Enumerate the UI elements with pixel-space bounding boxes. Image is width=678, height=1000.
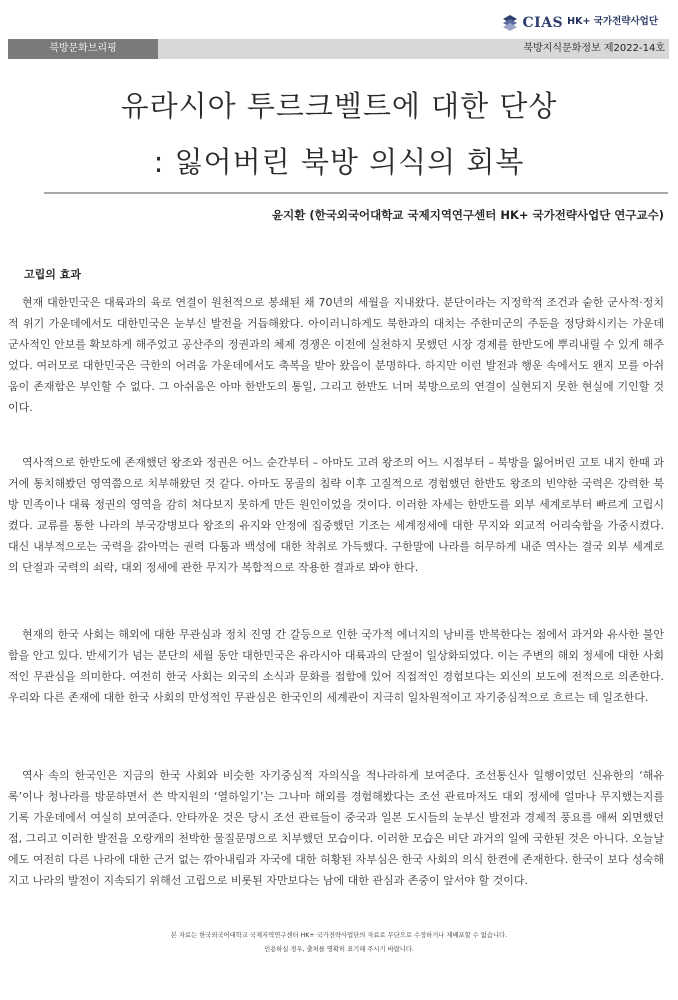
series-label: 북방문화브리핑 [8,39,158,59]
section-heading: 고립의 효과 [24,268,81,281]
paragraph-4: 역사 속의 한국인은 지금의 한국 사회와 비슷한 자기중심적 자의식을 적나라하게 보여준다. 조선통신사 일행이었던 신유한의 ‘해유록’이나 청나라를 방문하면서 쓴 박지원의 ‘열하일기’는 그나마 해외를 경험해봤다는 조선 관료마저도 대외 정세에 얼마나 무지했는지를 기록 가운데에서 여실히 보여준다. 안타까운 것은 당시 조선 관료들이 중국과 일본 도시들의 눈부신 발전과 경제적 풍요를 애써 외면했던 점, 그리고 이러한 발전을 오랑캐의 천박한 물질문명으로 치부했던 모습이다. 이러한 모습은 비단 과거의 일에 국한된 것은 아니다. 오늘날에도 여전히 다른 나라에 대한 근거 없는 깎아내림과 자국에 대한 허황된 자부심은 한국 사회의 의식 한켠에 존재한다. 한국이 보다 성숙해지고 나라의 발전이 지속되기 위해선 고립으로 비롯된 자만보다는 남에 대한 관심과 존중이 앞서야 할 것이다. [8,769,664,887]
author-line: 윤지환 (한국외국어대학교 국제지역연구센터 HK+ 국가전략사업단 연구교수) [272,208,664,222]
page-title: 유라시아 투르크벨트에 대한 단상 [120,89,558,123]
paragraph-2: 역사적으로 한반도에 존재했던 왕조와 정권은 어느 순간부터 – 아마도 고려 왕조의 어느 시점부터 – 북방을 잃어버린 고토 내지 한때 과거에 통치해봤던 영역쯤으로 치부해왔던 것 같다. 아마도 몽골의 침략 이후 고질적으로 경험했던 한반도 왕조의 빈약한 국력은 강력한 북방 민족이나 대륙 정권의 영역을 감히 쳐다보지 못하게 만든 원인이었을 것이다. 이러한 자세는 한반도를 외부 세계로부터 빠르게 고립시켰다. 교류를 통한 나라의 부국강병보다 왕조의 유지와 안정에 집중했던 기조는 세계정세에 대한 무지와 외교적 어리숙함을 가중시켰다. 대신 내부적으로는 국력을 갉아먹는 권력 다툼과 백성에 대한 착취로 가득했다. 구한말에 나라를 허무하게 내준 역사는 결국 외부 세계로의 단절과 국력의 쇠락, 대외 정세에 관한 무지가 복합적으로 작용한 결과로 봐야 한다. [8,456,664,574]
header-bar [8,39,669,59]
logo-program: HK+ 국가전략사업단 [567,15,658,27]
footer-line-1: 본 자료는 한국외국어대학교 국제지역연구센터 HK+ 국가전략사업단의 자료로 무단으로 수정하거나 재배포할 수 없습니다. [170,932,508,939]
copyright-notice [0,929,678,957]
title-divider [44,192,668,194]
page-subtitle: : 잃어버린 북방 의식의 회복 [153,145,525,179]
footer-line-2: 인용하실 경우, 출처를 명확히 표기해 주시기 바랍니다. [264,946,414,953]
paragraph-1: 현재 대한민국은 대륙과의 육로 연결이 원천적으로 봉쇄된 채 70년의 세월을 지내왔다. 분단이라는 지정학적 조건과 숱한 군사적·정치적 위기 가운데에서도 대한민국은 눈부신 발전을 거듭해왔다. 아이러니하게도 북한과의 대치는 주한미군의 주둔을 정당화시키는 가운데 군사적인 안보를 확보하게 해주었고 공산주의 정권과의 체제 경쟁은 이전에 실천하지 못했던 시장 경제를 한반도에 뿌리내릴 수 있게 해주었다. 여러모로 대한민국은 극한의 어려움 가운데에서도 축복을 받아 왔음이 분명하다. 하지만 이런 발전과 행운 속에서도 왠지 모를 아쉬움이 존재함은 부인할 수 없다. 그 아쉬움은 아마 한반도의 통일, 그리고 한반도 너머 북방으로의 연결이 실현되지 못한 현실에 기인할 것이다. [8,296,664,414]
logo-brand: CIAS [522,15,564,31]
issue-label: 북방지식문화정보 제2022-14호 [523,43,665,54]
paragraph-3: 현재의 한국 사회는 해외에 대한 무관심과 정치 진영 간 갈등으로 인한 국가적 에너지의 낭비를 반복한다는 점에서 과거와 유사한 불안함을 안고 있다. 반세기가 넘는 분단의 세월 동안 대한민국은 유라시아 대륙과의 단절이 일상화되었다. 이는 주변의 해외 정세에 대한 사회적인 무관심을 의미한다. 여전히 한국 사회는 외국의 소식과 문화를 접함에 있어 직접적인 경험보다는 외신의 보도에 전적으로 의존한다. 우리와 다른 존재에 대한 한국 사회의 만성적인 무관심은 한국인의 세계관이 지극히 일차원적이고 자기중심적으로 흐르는 데 일조한다. [8,628,664,704]
cias-emblem-icon [500,13,520,33]
cias-logo [500,12,659,34]
